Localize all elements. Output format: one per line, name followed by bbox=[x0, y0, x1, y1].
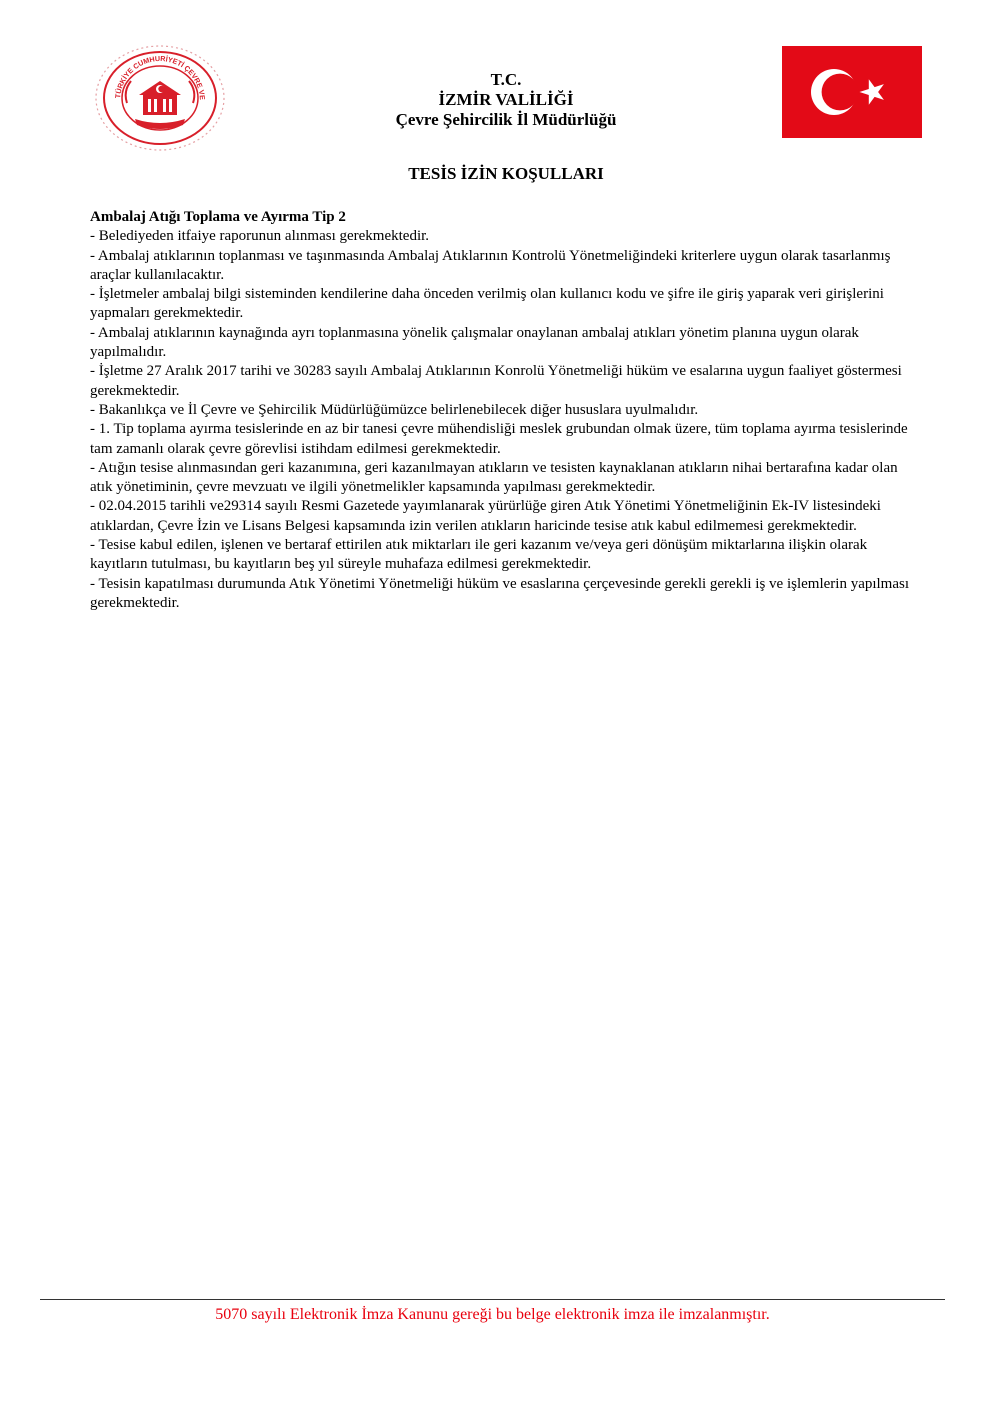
condition-item: - Atığın tesise alınmasından geri kazanımına, geri kazanılmayan atıkların ve tesisten kaynaklanan atıkların nihai bertarafına kadar olan atık yönetiminin, çevre mevzuatı ve ilgili yönetmelikler kapsamında yapılması gerekmektedir. bbox=[90, 459, 898, 496]
condition-item: - Ambalaj atıklarının kaynağında ayrı toplanmasına yönelik çalışmalar onaylanan ambalaj atıkları yönetim planına uygun olarak yapılmalıdır. bbox=[90, 324, 859, 361]
flag-icon bbox=[782, 46, 922, 138]
seal-icon bbox=[93, 43, 227, 153]
header-directorate: Çevre Şehircilik İl Müdürlüğü bbox=[395, 110, 617, 129]
condition-item: - 02.04.2015 tarihli ve29314 sayılı Resmi Gazetede yayımlanarak yürürlüğe giren Atık Yönetimi Yönetmeliğinin Ek-IV listesindeki atıklardan, Çevre İzin ve Lisans Belgesi kapsamında izin verilen atıkların haricinde tesise atık kabul edilmemesi gerekmektedir. bbox=[90, 498, 881, 534]
turkish-flag bbox=[782, 46, 922, 138]
condition-item: - 1. Tip toplama ayırma tesislerinde en az bir tanesi çevre mühendisliği meslek grubundan olmak üzere, tüm toplama ayırma tesislerinde tam zamanlı olarak çevre görevlisi istihdam edilmesi gerekmektedir. bbox=[90, 421, 908, 457]
condition-item: - İşletme 27 Aralık 2017 tarihi ve 30283 sayılı Ambalaj Atıklarının Konrolü Yönetmeliği hüküm ve esalarına uygun faaliyet göstermesi gerekmektedir. bbox=[90, 363, 902, 399]
document-body bbox=[90, 208, 920, 613]
condition-item: - Ambalaj atıklarının toplanması ve taşınmasında Ambalaj Atıklarının Kontrolü Yönetmeliğindeki kriterlere uygun olarak tasarlanmış araçlar kullanılacaktır. bbox=[90, 247, 891, 283]
footer-divider bbox=[40, 1299, 945, 1300]
condition-item: - Belediyeden itfaiye raporunun alınması gerekmektedir. bbox=[90, 228, 430, 245]
document-header bbox=[300, 70, 712, 130]
e-signature-notice: 5070 sayılı Elektronik İmza Kanunu gereği bu belge elektronik imza ile imzalanmıştır. bbox=[215, 1306, 770, 1323]
section-heading: Ambalaj Atığı Toplama ve Ayırma Tip 2 bbox=[90, 209, 346, 225]
svg-text:TÜRKİYE CUMHURİYETİ ÇEVRE VE Ş: TÜRKİYE CUMHURİYETİ ÇEVRE VE bbox=[113, 53, 208, 101]
condition-item: - Bakanlıkça ve İl Çevre ve Şehircilik Müdürlüğümüzce belirlenebilecek diğer hususlara uyulmalıdır. bbox=[90, 401, 699, 418]
header-governorship: İZMİR VALİLİĞİ bbox=[438, 90, 574, 109]
document-title: TESİS İZİN KOŞULLARI bbox=[408, 164, 604, 183]
condition-item: - Tesise kabul edilen, işlenen ve bertaraf ettirilen atık miktarları ile geri kazanım ve/veya geri dönüşüm miktarlarına ilişkin olarak kayıtların tutulması, bu kayıtların beş yıl süreyle muhafaza edilmesi gerekmektedir. bbox=[90, 537, 868, 573]
ministry-seal-logo bbox=[93, 43, 227, 153]
condition-item: - İşletmeler ambalaj bilgi sisteminden kendilerine daha önceden verilmiş olan kullanıcı kodu ve şifre ile giriş yaparak veri girişlerini yapmaları gerekmektedir. bbox=[90, 286, 884, 322]
header-tc: T.C. bbox=[490, 70, 522, 89]
condition-item: - Tesisin kapatılması durumunda Atık Yönetimi Yönetmeliği hüküm ve esaslarına çerçevesinde gerekli gerekli iş ve işlemlerin yapılması gerekmektedir. bbox=[90, 575, 910, 611]
